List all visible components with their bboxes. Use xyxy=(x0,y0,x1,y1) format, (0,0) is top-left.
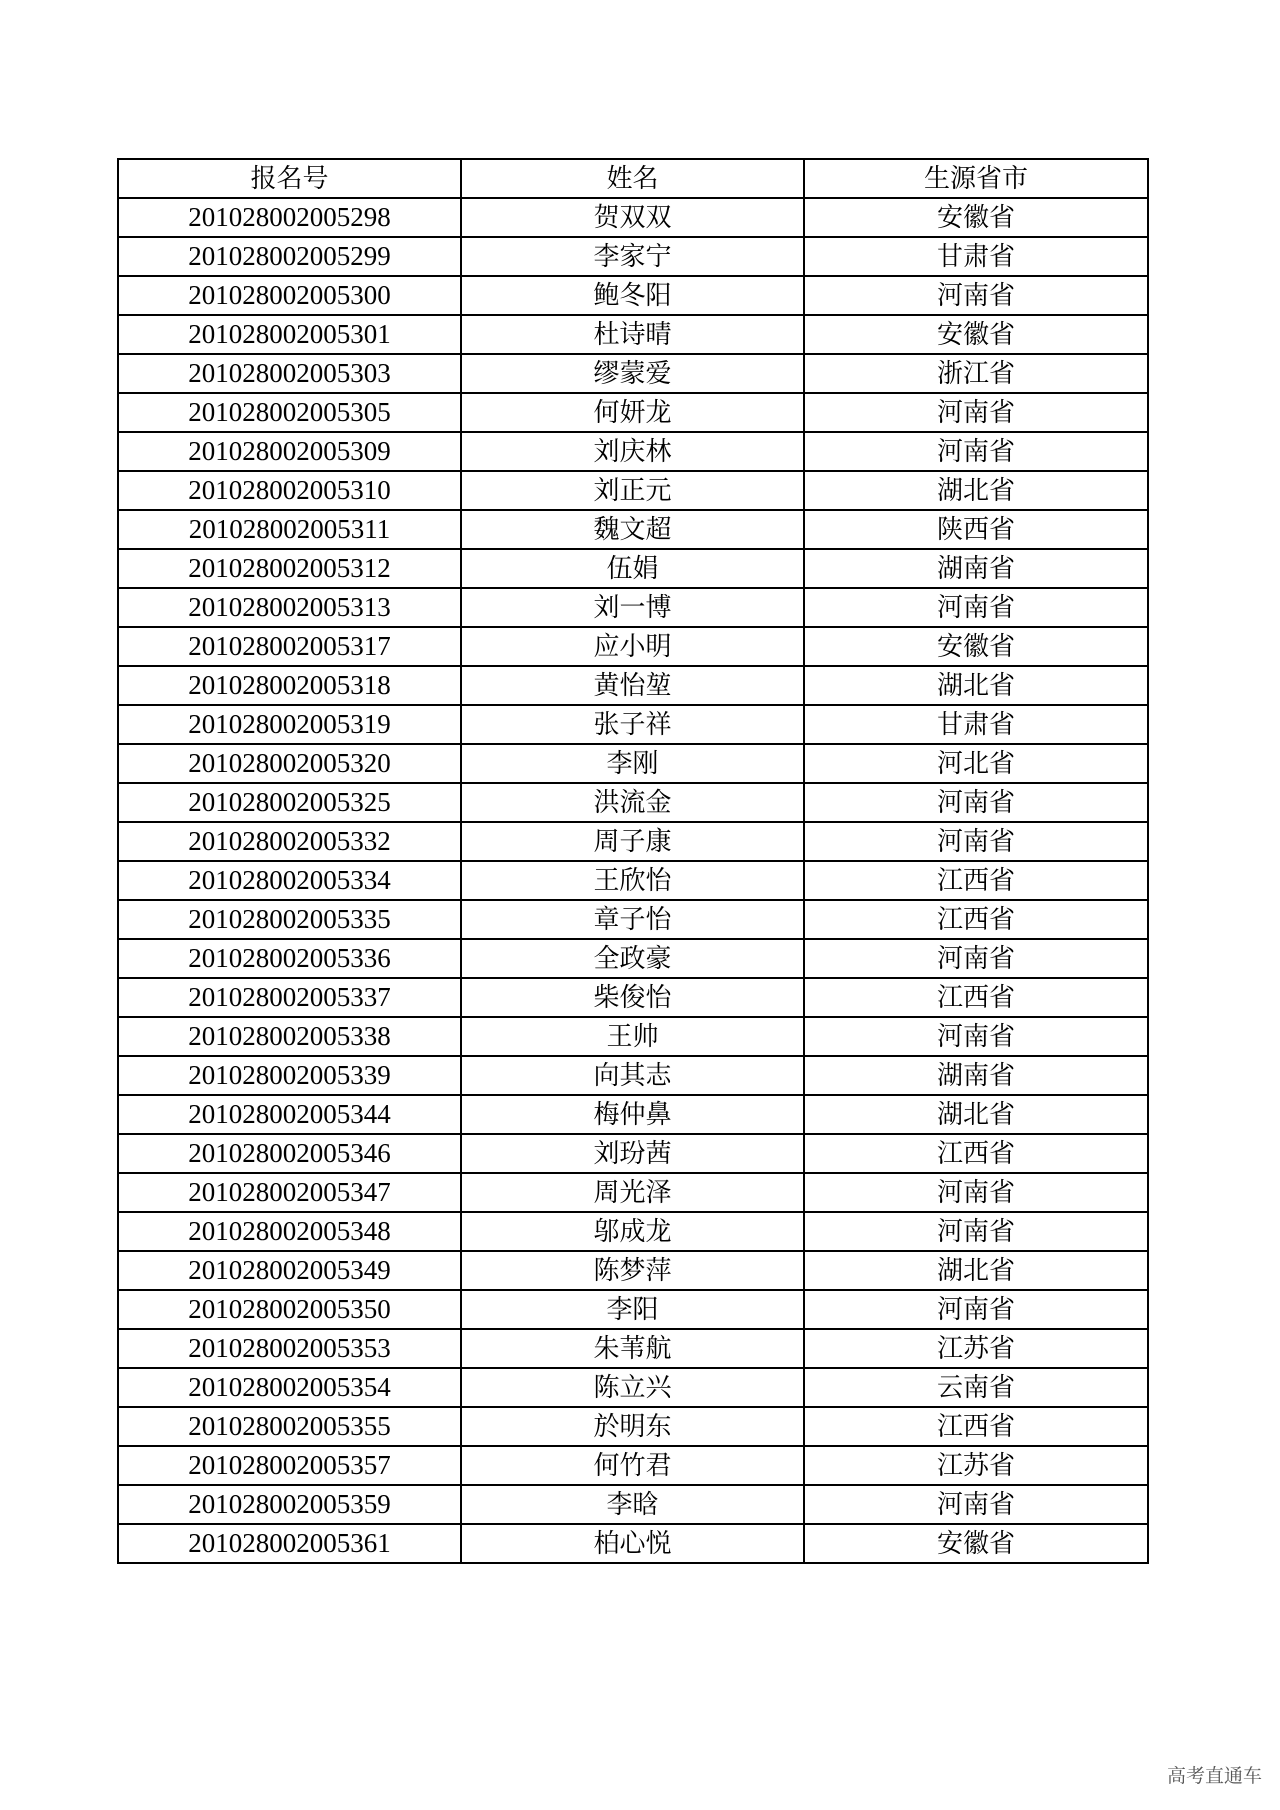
cell-registration-number: 201028002005318 xyxy=(118,666,461,705)
cell-name: 李刚 xyxy=(461,744,804,783)
cell-province: 河南省 xyxy=(804,1017,1148,1056)
cell-name: 何竹君 xyxy=(461,1446,804,1485)
cell-province: 河南省 xyxy=(804,822,1148,861)
cell-province: 安徽省 xyxy=(804,627,1148,666)
table-row xyxy=(118,900,1148,939)
table-row xyxy=(118,549,1148,588)
cell-name: 刘庆林 xyxy=(461,432,804,471)
cell-province: 安徽省 xyxy=(804,315,1148,354)
cell-name: 向其志 xyxy=(461,1056,804,1095)
table-row xyxy=(118,237,1148,276)
cell-registration-number: 201028002005350 xyxy=(118,1290,461,1329)
watermark-text: 高考直通车 xyxy=(1166,1765,1262,1787)
cell-name: 刘一博 xyxy=(461,588,804,627)
table-row xyxy=(118,1329,1148,1368)
cell-name: 朱苇航 xyxy=(461,1329,804,1368)
cell-name: 王欣怡 xyxy=(461,861,804,900)
cell-registration-number: 201028002005311 xyxy=(118,510,461,549)
header-row xyxy=(118,159,1148,198)
cell-registration-number: 201028002005348 xyxy=(118,1212,461,1251)
cell-province: 湖北省 xyxy=(804,1251,1148,1290)
cell-province: 河南省 xyxy=(804,1290,1148,1329)
cell-province: 浙江省 xyxy=(804,354,1148,393)
cell-registration-number: 201028002005349 xyxy=(118,1251,461,1290)
table-row xyxy=(118,705,1148,744)
table-row xyxy=(118,783,1148,822)
cell-province: 湖南省 xyxy=(804,549,1148,588)
cell-name: 张子祥 xyxy=(461,705,804,744)
cell-province: 河南省 xyxy=(804,783,1148,822)
cell-registration-number: 201028002005353 xyxy=(118,1329,461,1368)
cell-registration-number: 201028002005357 xyxy=(118,1446,461,1485)
cell-name: 刘正元 xyxy=(461,471,804,510)
cell-name: 柏心悦 xyxy=(461,1524,804,1563)
table-row xyxy=(118,1485,1148,1524)
cell-registration-number: 201028002005305 xyxy=(118,393,461,432)
cell-province: 河南省 xyxy=(804,1212,1148,1251)
cell-registration-number: 201028002005298 xyxy=(118,198,461,237)
cell-province: 湖南省 xyxy=(804,1056,1148,1095)
cell-province: 湖北省 xyxy=(804,666,1148,705)
cell-registration-number: 201028002005332 xyxy=(118,822,461,861)
cell-name: 王帅 xyxy=(461,1017,804,1056)
cell-registration-number: 201028002005337 xyxy=(118,978,461,1017)
cell-name: 何妍龙 xyxy=(461,393,804,432)
cell-name: 章子怡 xyxy=(461,900,804,939)
cell-province: 安徽省 xyxy=(804,198,1148,237)
cell-province: 河南省 xyxy=(804,276,1148,315)
cell-province: 甘肃省 xyxy=(804,237,1148,276)
cell-registration-number: 201028002005317 xyxy=(118,627,461,666)
cell-name: 全政豪 xyxy=(461,939,804,978)
table-row xyxy=(118,861,1148,900)
cell-name: 李阳 xyxy=(461,1290,804,1329)
cell-province: 江西省 xyxy=(804,1134,1148,1173)
table-row xyxy=(118,666,1148,705)
cell-name: 应小明 xyxy=(461,627,804,666)
cell-name: 伍娟 xyxy=(461,549,804,588)
table-body xyxy=(118,198,1148,1563)
header-name: 姓名 xyxy=(461,159,804,198)
table-row xyxy=(118,276,1148,315)
roster-table xyxy=(117,158,1149,1564)
cell-province: 河北省 xyxy=(804,744,1148,783)
cell-registration-number: 201028002005301 xyxy=(118,315,461,354)
table-row xyxy=(118,354,1148,393)
table-row xyxy=(118,978,1148,1017)
cell-name: 杜诗晴 xyxy=(461,315,804,354)
cell-registration-number: 201028002005339 xyxy=(118,1056,461,1095)
cell-name: 於明东 xyxy=(461,1407,804,1446)
cell-province: 云南省 xyxy=(804,1368,1148,1407)
cell-province: 江苏省 xyxy=(804,1446,1148,1485)
cell-registration-number: 201028002005300 xyxy=(118,276,461,315)
cell-province: 湖北省 xyxy=(804,471,1148,510)
table-row xyxy=(118,1446,1148,1485)
cell-registration-number: 201028002005347 xyxy=(118,1173,461,1212)
table-row xyxy=(118,1017,1148,1056)
cell-registration-number: 201028002005309 xyxy=(118,432,461,471)
cell-name: 洪流金 xyxy=(461,783,804,822)
header-province: 生源省市 xyxy=(804,159,1148,198)
cell-name: 李晗 xyxy=(461,1485,804,1524)
cell-province: 江西省 xyxy=(804,1407,1148,1446)
table-row xyxy=(118,939,1148,978)
table-row xyxy=(118,1212,1148,1251)
table-row xyxy=(118,471,1148,510)
cell-registration-number: 201028002005334 xyxy=(118,861,461,900)
cell-province: 江西省 xyxy=(804,978,1148,1017)
table-row xyxy=(118,1251,1148,1290)
cell-province: 河南省 xyxy=(804,432,1148,471)
cell-province: 河南省 xyxy=(804,1485,1148,1524)
cell-registration-number: 201028002005299 xyxy=(118,237,461,276)
table-row xyxy=(118,198,1148,237)
cell-registration-number: 201028002005325 xyxy=(118,783,461,822)
table-row xyxy=(118,1407,1148,1446)
cell-registration-number: 201028002005355 xyxy=(118,1407,461,1446)
cell-name: 黄怡堃 xyxy=(461,666,804,705)
table-row xyxy=(118,1095,1148,1134)
table-row xyxy=(118,588,1148,627)
cell-province: 河南省 xyxy=(804,588,1148,627)
cell-registration-number: 201028002005344 xyxy=(118,1095,461,1134)
cell-province: 江苏省 xyxy=(804,1329,1148,1368)
cell-registration-number: 201028002005346 xyxy=(118,1134,461,1173)
cell-name: 刘玢茜 xyxy=(461,1134,804,1173)
table-row xyxy=(118,1524,1148,1563)
table-row xyxy=(118,1134,1148,1173)
table-row xyxy=(118,510,1148,549)
cell-registration-number: 201028002005319 xyxy=(118,705,461,744)
cell-registration-number: 201028002005335 xyxy=(118,900,461,939)
cell-registration-number: 201028002005361 xyxy=(118,1524,461,1563)
cell-name: 缪蒙爱 xyxy=(461,354,804,393)
cell-registration-number: 201028002005313 xyxy=(118,588,461,627)
cell-registration-number: 201028002005359 xyxy=(118,1485,461,1524)
cell-province: 河南省 xyxy=(804,1173,1148,1212)
cell-registration-number: 201028002005338 xyxy=(118,1017,461,1056)
table-row xyxy=(118,1056,1148,1095)
cell-province: 江西省 xyxy=(804,861,1148,900)
cell-province: 湖北省 xyxy=(804,1095,1148,1134)
cell-name: 陈立兴 xyxy=(461,1368,804,1407)
cell-name: 梅仲鼻 xyxy=(461,1095,804,1134)
table-row xyxy=(118,822,1148,861)
cell-province: 河南省 xyxy=(804,393,1148,432)
cell-registration-number: 201028002005303 xyxy=(118,354,461,393)
cell-registration-number: 201028002005310 xyxy=(118,471,461,510)
cell-province: 江西省 xyxy=(804,900,1148,939)
cell-name: 邬成龙 xyxy=(461,1212,804,1251)
table-row xyxy=(118,1173,1148,1212)
cell-name: 柴俊怡 xyxy=(461,978,804,1017)
header-registration-number: 报名号 xyxy=(118,159,461,198)
cell-province: 甘肃省 xyxy=(804,705,1148,744)
cell-name: 周光泽 xyxy=(461,1173,804,1212)
cell-province: 安徽省 xyxy=(804,1524,1148,1563)
cell-name: 周子康 xyxy=(461,822,804,861)
table-row xyxy=(118,744,1148,783)
cell-name: 贺双双 xyxy=(461,198,804,237)
cell-name: 魏文超 xyxy=(461,510,804,549)
table-row xyxy=(118,627,1148,666)
cell-name: 鲍冬阳 xyxy=(461,276,804,315)
cell-province: 陕西省 xyxy=(804,510,1148,549)
table-row xyxy=(118,432,1148,471)
table-row xyxy=(118,315,1148,354)
table-row xyxy=(118,393,1148,432)
cell-registration-number: 201028002005336 xyxy=(118,939,461,978)
cell-registration-number: 201028002005320 xyxy=(118,744,461,783)
cell-name: 李家宁 xyxy=(461,237,804,276)
table-row xyxy=(118,1290,1148,1329)
cell-name: 陈梦萍 xyxy=(461,1251,804,1290)
cell-registration-number: 201028002005354 xyxy=(118,1368,461,1407)
cell-registration-number: 201028002005312 xyxy=(118,549,461,588)
table-row xyxy=(118,1368,1148,1407)
cell-province: 河南省 xyxy=(804,939,1148,978)
